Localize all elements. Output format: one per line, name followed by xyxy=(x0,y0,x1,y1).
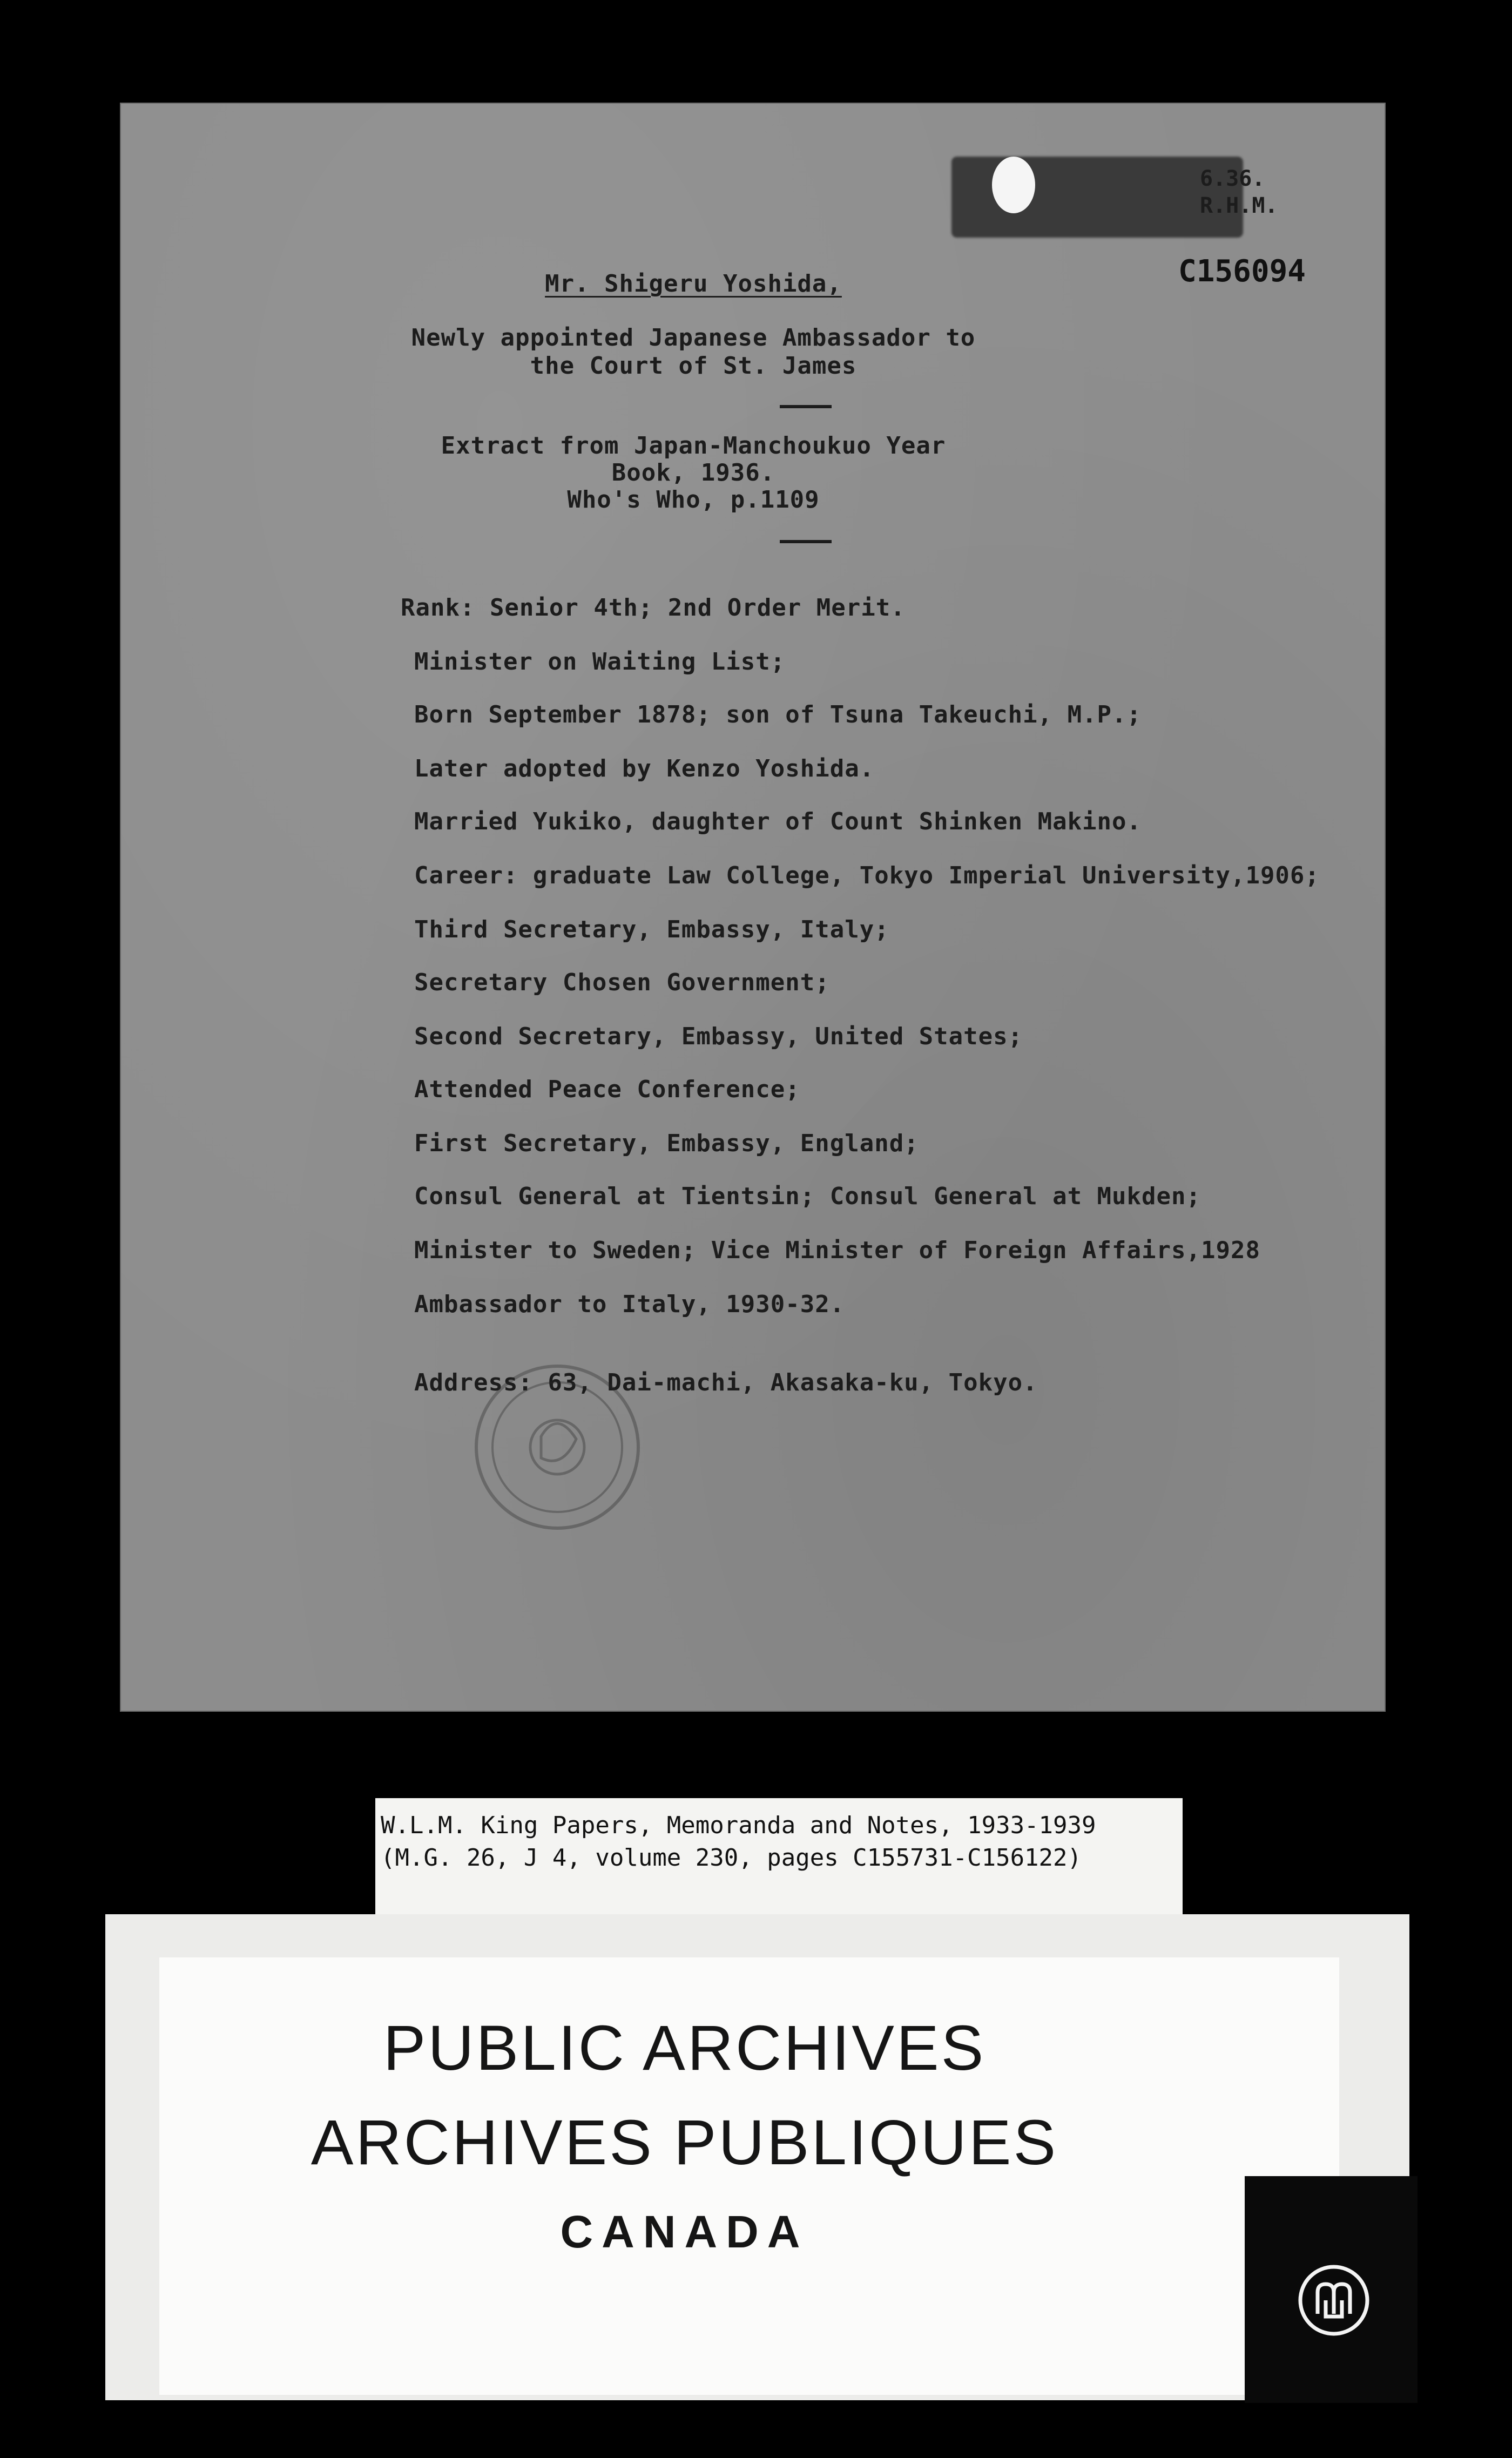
body-line: Minister to Sweden; Vice Minister of Foreign Affairs,1928 xyxy=(414,1237,1260,1264)
body-line: Minister on Waiting List; xyxy=(414,648,786,676)
divider-rule-2 xyxy=(780,540,832,543)
body-line-career: Career: graduate Law College, Tokyo Imperial University,1906; xyxy=(414,862,1320,889)
archives-card xyxy=(105,1914,1409,2400)
made-in-canada-stamp-icon xyxy=(449,1345,708,1561)
body-line: First Secretary, Embassy, England; xyxy=(414,1130,919,1157)
slip-line-2: (M.G. 26, J 4, volume 230, pages C155731-C156122) xyxy=(381,1844,1082,1872)
address-line: Address: 63, Dai-machi, Akasaka-ku, Tokyo. xyxy=(414,1369,1038,1396)
body-line: Consul General at Tientsin; Consul General at Mukden; xyxy=(414,1183,1201,1210)
body-line: Ambassador to Italy, 1930-32. xyxy=(414,1291,845,1318)
body-line-rank: Rank: Senior 4th; 2nd Order Merit. xyxy=(401,594,906,622)
card-line-archives-publiques: ARCHIVES PUBLIQUES xyxy=(310,2107,1058,2178)
punch-hole xyxy=(992,157,1035,213)
subtitle-line-1: Newly appointed Japanese Ambassador to xyxy=(411,324,976,352)
body-line: Attended Peace Conference; xyxy=(414,1076,800,1103)
body-line: Later adopted by Kenzo Yoshida. xyxy=(414,755,875,782)
slip-line-1: W.L.M. King Papers, Memoranda and Notes, 1933-1939 xyxy=(381,1812,1096,1839)
document-title-text: Mr. Shigeru Yoshida, xyxy=(545,270,842,298)
body-line: Born September 1878; son of Tsuna Takeuchi, M.P.; xyxy=(414,701,1142,728)
subtitle-line-2: the Court of St. James xyxy=(530,352,857,380)
reference-slip xyxy=(375,1798,1183,1922)
card-line-canada: CANADA xyxy=(560,2206,809,2257)
corner-ref-line-1: 6.36. xyxy=(1200,166,1265,191)
archives-canada-logo-icon xyxy=(1293,2260,1374,2341)
body-line: Third Secretary, Embassy, Italy; xyxy=(414,916,889,943)
card-line-public-archives: PUBLIC ARCHIVES xyxy=(383,2013,986,2084)
corner-ref-line-2: R.H.M. xyxy=(1200,193,1278,218)
document-number: C156094 xyxy=(1178,254,1306,289)
archives-card-inner xyxy=(159,1957,1339,2395)
source-line-1: Extract from Japan-Manchoukuo Year xyxy=(441,432,946,460)
body-line: Married Yukiko, daughter of Count Shinken Makino. xyxy=(414,808,1142,835)
body-line: Secretary Chosen Government; xyxy=(414,969,830,996)
logo-box xyxy=(1245,2176,1418,2403)
document-title xyxy=(60,270,1326,298)
divider-rule-1 xyxy=(780,405,832,408)
document-sheet xyxy=(120,103,1386,1712)
source-line-2: Book, 1936. xyxy=(611,459,775,487)
source-line-3: Who's Who, p.1109 xyxy=(567,486,820,514)
body-line: Second Secretary, Embassy, United States; xyxy=(414,1023,1023,1050)
